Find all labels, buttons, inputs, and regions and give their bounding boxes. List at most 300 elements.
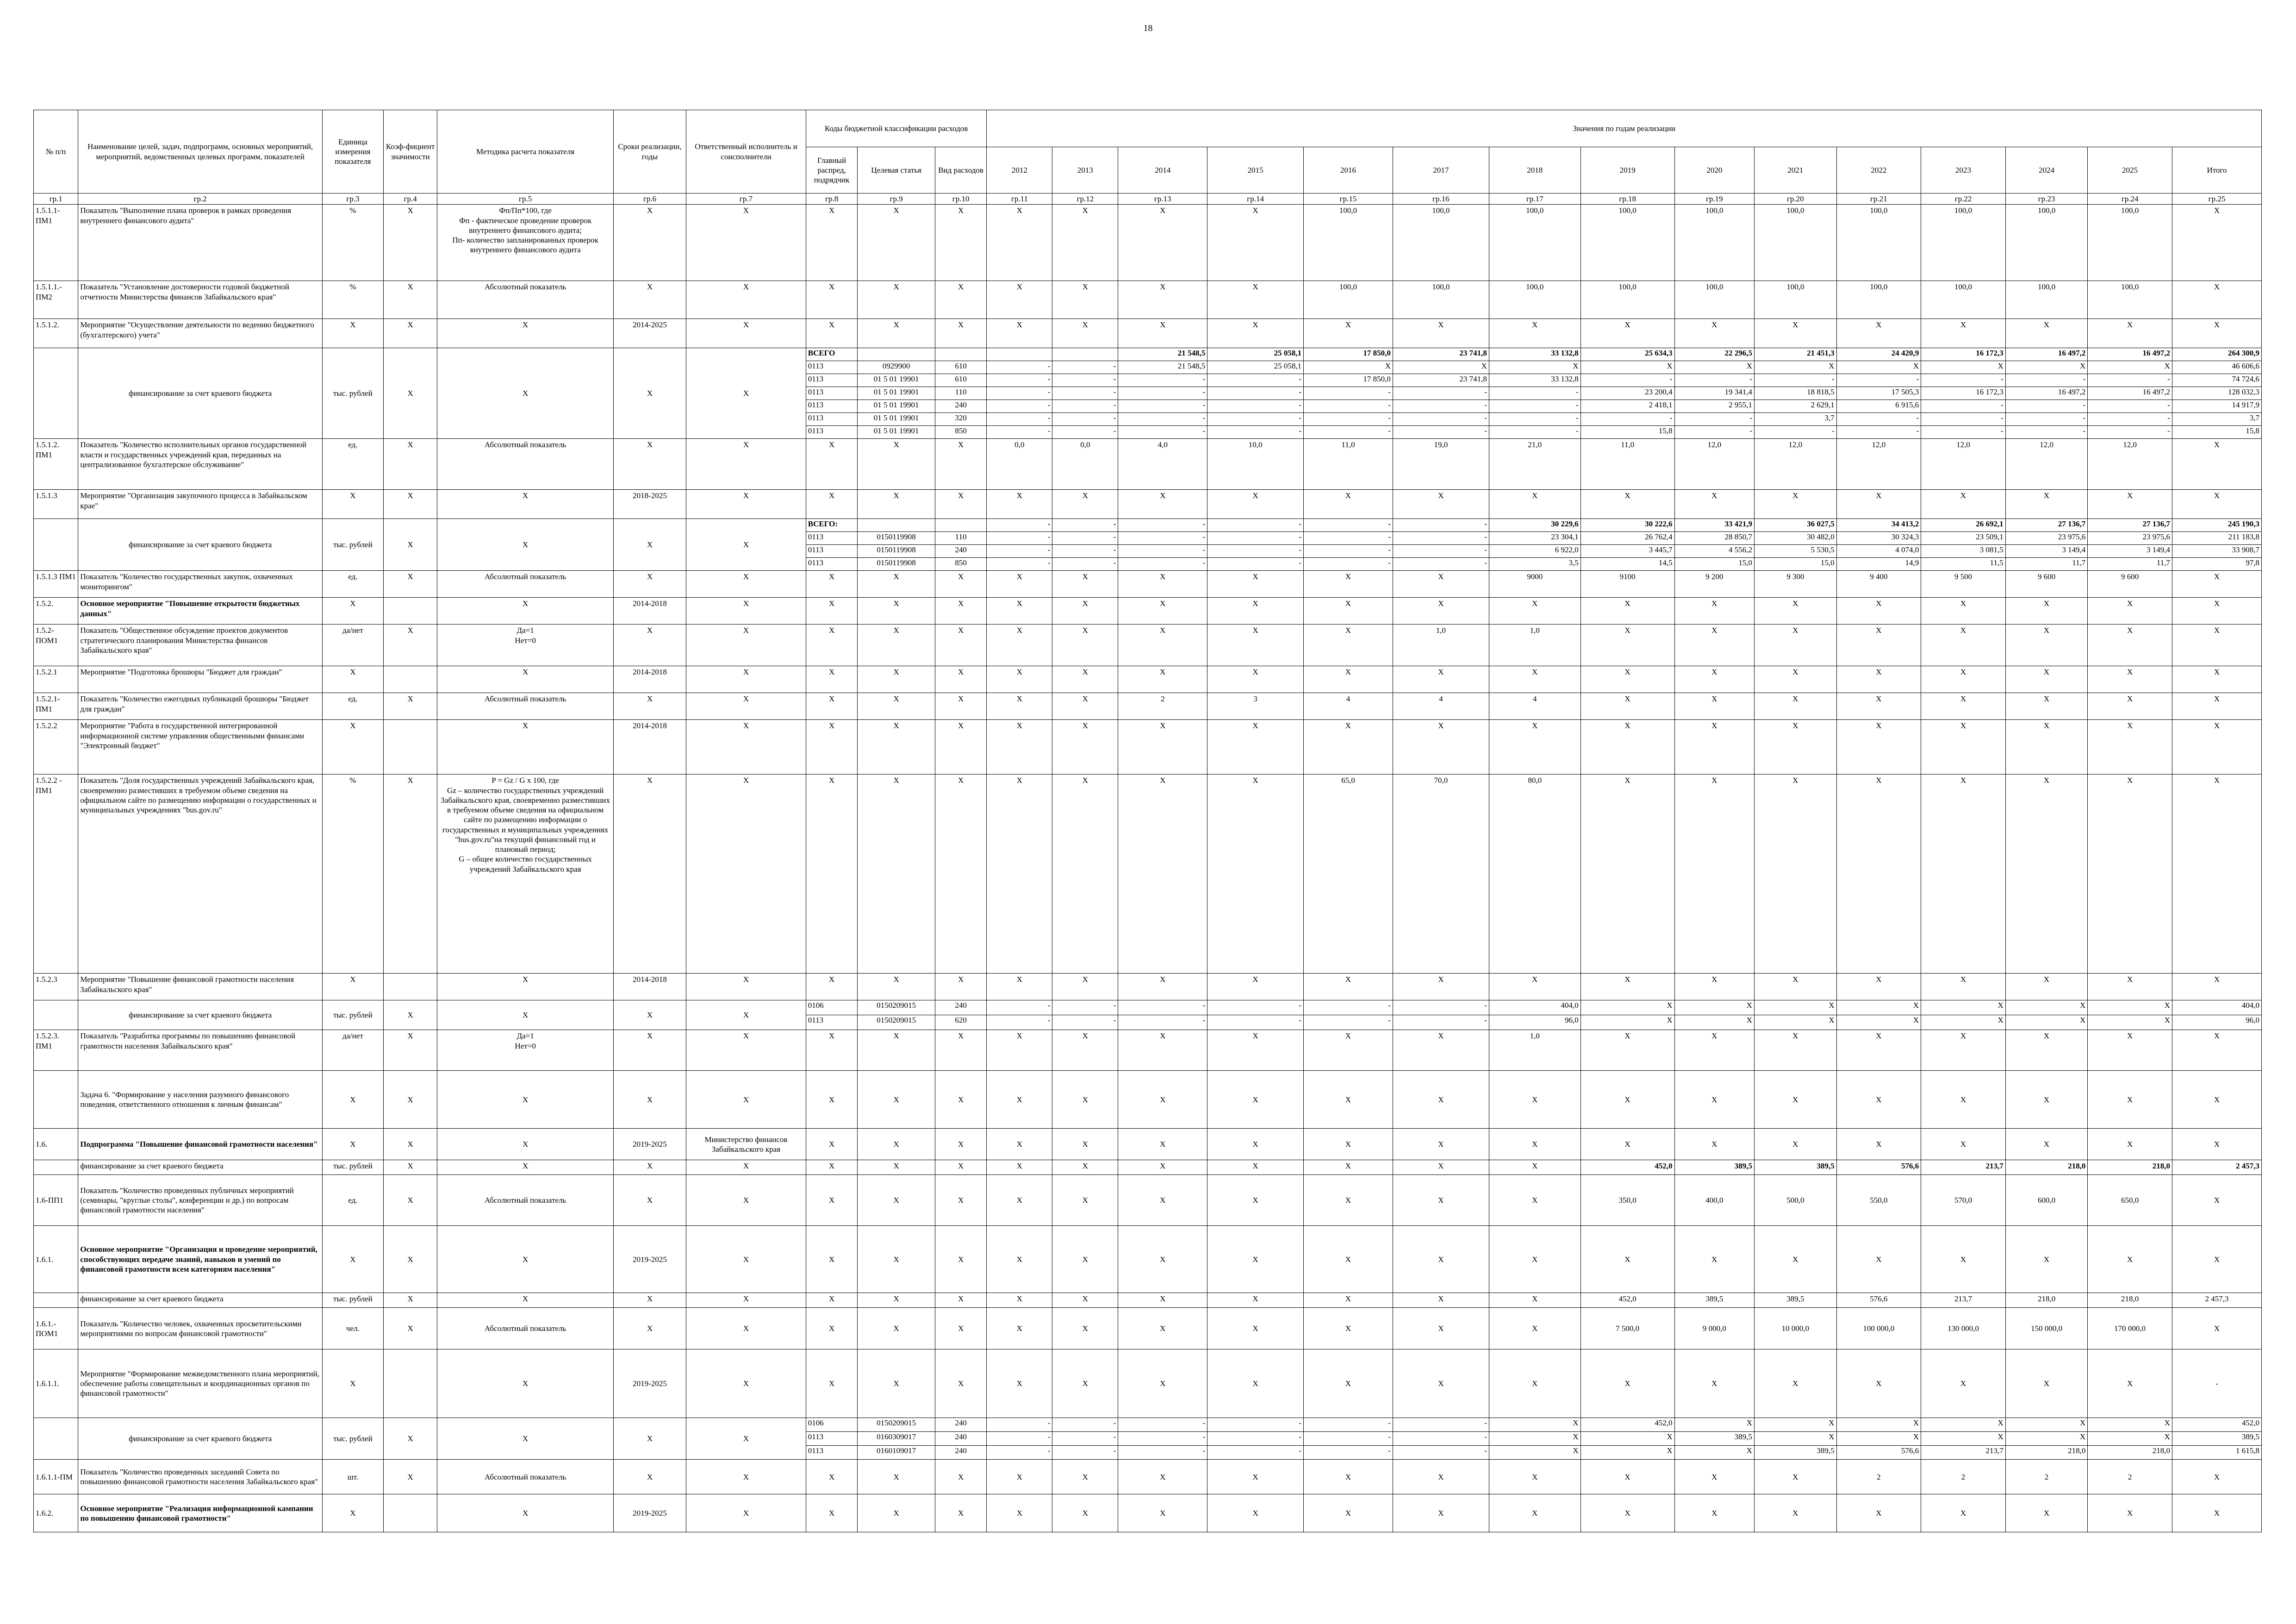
cell: X [1052, 666, 1118, 693]
cell: X [686, 1418, 806, 1460]
cell: X [1118, 720, 1207, 775]
cell: X [935, 1349, 987, 1418]
cell: - [1921, 374, 2006, 387]
cell: 17 505,3 [1836, 387, 1921, 400]
cell: 1,0 [1489, 625, 1580, 666]
cell: 3,7 [2172, 413, 2261, 426]
cell: 2 [1836, 1460, 1921, 1494]
cell: X [437, 1160, 613, 1175]
cell: X [806, 1460, 858, 1494]
cell: - [1207, 1015, 1304, 1030]
cell: X [1674, 1129, 1754, 1160]
cell: X [2172, 775, 2261, 974]
funding-unit: тыс. рублей [322, 519, 383, 571]
cell: X [1580, 1000, 1674, 1015]
cell: 100,0 [1393, 281, 1489, 319]
row-number: 1.6.1.1-ПМ [34, 1460, 78, 1494]
cell: X [1304, 720, 1393, 775]
cell: - [1921, 426, 2006, 439]
cell: X [1489, 598, 1580, 625]
cell: X [1674, 666, 1754, 693]
cell: 2 [1921, 1460, 2006, 1494]
cell: - [1207, 1418, 1304, 1432]
cell: X [1755, 598, 1837, 625]
cell: X [322, 598, 383, 625]
cell: X [686, 281, 806, 319]
table-row [34, 1418, 2262, 1432]
cell: - [1207, 400, 1304, 413]
cell: - [1052, 374, 1118, 387]
row-title: Показатель "Количество проведенных заседаний Совета по повышению финансовой грамотности населения Забайкальского края" [78, 1460, 323, 1494]
header-budget-group: Коды бюджетной классификации расходов [806, 110, 987, 147]
cell [858, 348, 935, 361]
cell: 100,0 [2088, 281, 2172, 319]
cell: X [1921, 693, 2006, 720]
cell: - [1393, 387, 1489, 400]
cell: 2 629,1 [1755, 400, 1837, 413]
cell: - [987, 1446, 1052, 1460]
cell: 27 136,7 [2088, 519, 2172, 532]
cell: 5 530,5 [1755, 545, 1837, 558]
cell: X [935, 1226, 987, 1293]
cell: X [1489, 1460, 1580, 1494]
cell: X [1118, 1071, 1207, 1129]
cell: X [437, 1071, 613, 1129]
cell: X [987, 571, 1052, 598]
header-year: 2017 [1393, 147, 1489, 194]
cell: - [1393, 426, 1489, 439]
table-row [34, 1460, 2262, 1494]
cell: - [1304, 413, 1393, 426]
cell: X [686, 1175, 806, 1226]
table-row [34, 205, 2262, 281]
column-index: гр.10 [935, 194, 987, 205]
cell: X [2005, 1030, 2088, 1071]
cell: X [686, 205, 806, 281]
cell: 218,0 [2005, 1160, 2088, 1175]
cell: 100,0 [1755, 281, 1837, 319]
cell: X [322, 1129, 383, 1160]
cell: X [1674, 1446, 1754, 1460]
cell: X [1207, 1293, 1304, 1308]
cell: X [1580, 974, 1674, 1000]
cell: 0929900 [858, 361, 935, 374]
cell: X [1580, 1494, 1674, 1532]
cell: 2 [1118, 693, 1207, 720]
header-year: 2012 [987, 147, 1052, 194]
cell: 576,6 [1836, 1160, 1921, 1175]
cell: - [1052, 545, 1118, 558]
row-number [34, 1071, 78, 1129]
cell [383, 974, 437, 1000]
column-index: гр.12 [1052, 194, 1118, 205]
cell: X [2005, 598, 2088, 625]
cell: X [1921, 1000, 2006, 1015]
cell: X [1207, 666, 1304, 693]
cell: X [1580, 490, 1674, 519]
cell: 850 [935, 426, 987, 439]
row-title: Показатель "Доля государственных учреждений Забайкальского края, своевременно разместивших в требуемом объеме сведения на официальном сайте по размещению информации о государственных и муниципальных учреждениях "bus.gov.ru" [78, 775, 323, 974]
funding-unit: тыс. рублей [322, 348, 383, 439]
cell: 27 136,7 [2005, 519, 2088, 532]
cell: - [2088, 400, 2172, 413]
cell: X [1836, 1494, 1921, 1532]
cell: - [1304, 1446, 1393, 1460]
cell: X [935, 720, 987, 775]
cell: - [1207, 545, 1304, 558]
row-number: 1.6.1. [34, 1226, 78, 1293]
cell: 21 548,5 [1118, 361, 1207, 374]
cell: % [322, 281, 383, 319]
row-number: 1.5.2.3 [34, 974, 78, 1000]
cell: X [686, 1226, 806, 1293]
table-row [34, 490, 2262, 519]
cell: X [1207, 205, 1304, 281]
cell: X [322, 666, 383, 693]
cell: - [1393, 1446, 1489, 1460]
cell: 0150209015 [858, 1000, 935, 1015]
cell: 0,0 [1052, 439, 1118, 490]
cell: X [1052, 1175, 1118, 1226]
cell: 0150119908 [858, 558, 935, 571]
row-number: 1.5.2.3. ПМ1 [34, 1030, 78, 1071]
cell: X [686, 693, 806, 720]
column-index: гр.6 [613, 194, 686, 205]
cell: 25 634,3 [1580, 348, 1674, 361]
cell: X [1052, 1071, 1118, 1129]
cell: - [987, 413, 1052, 426]
cell: X [2088, 1129, 2172, 1160]
cell: X [686, 1494, 806, 1532]
cell: 30 482,0 [1755, 532, 1837, 545]
cell: 6 915,6 [1836, 400, 1921, 413]
cell: X [987, 1494, 1052, 1532]
cell [987, 348, 1052, 361]
cell: X [437, 1349, 613, 1418]
cell: 240 [935, 400, 987, 413]
cell: X [987, 1175, 1052, 1226]
header-col8: Главный распред, подрядчик [806, 147, 858, 194]
cell: - [1207, 1432, 1304, 1446]
cell: X [806, 205, 858, 281]
cell: 16 497,2 [2005, 348, 2088, 361]
cell [383, 720, 437, 775]
cell: Да=1 Нет=0 [437, 625, 613, 666]
cell: X [2088, 1349, 2172, 1418]
column-index: гр.4 [383, 194, 437, 205]
cell: X [2005, 1071, 2088, 1129]
row-number: 1.6.2. [34, 1494, 78, 1532]
cell: X [383, 319, 437, 348]
cell: - [1674, 426, 1754, 439]
cell: X [1489, 1432, 1580, 1446]
cell: X [1580, 625, 1674, 666]
cell: X [322, 720, 383, 775]
column-index: гр.14 [1207, 194, 1304, 205]
cell: X [1836, 693, 1921, 720]
cell: X [858, 319, 935, 348]
cell: - [1052, 413, 1118, 426]
cell: - [1921, 413, 2006, 426]
cell: 4,0 [1118, 439, 1207, 490]
cell: X [806, 1293, 858, 1308]
cell: X [1118, 775, 1207, 974]
column-index-row [34, 194, 2262, 205]
cell: 34 413,2 [1836, 519, 1921, 532]
cell: Абсолютный показатель [437, 281, 613, 319]
cell: 21,0 [1489, 439, 1580, 490]
cell: 150 000,0 [2005, 1308, 2088, 1349]
header-col10: Вид расходов [935, 147, 987, 194]
table-row [34, 1175, 2262, 1226]
cell: 15,0 [1674, 558, 1754, 571]
cell: X [1921, 598, 2006, 625]
header-col9: Целевая статья [858, 147, 935, 194]
cell: X [322, 1494, 383, 1532]
cell: X [987, 974, 1052, 1000]
row-number: 1.5.1.3 ПМ1 [34, 571, 78, 598]
cell: 33 421,9 [1674, 519, 1754, 532]
cell: X [437, 720, 613, 775]
cell: X [1304, 1293, 1393, 1308]
cell: 100,0 [1836, 205, 1921, 281]
cell: X [806, 1071, 858, 1129]
cell: X [806, 1175, 858, 1226]
cell: - [1304, 426, 1393, 439]
column-index: гр.22 [1921, 194, 2006, 205]
cell: 26 692,1 [1921, 519, 2006, 532]
row-number: 1.6-ПП1 [34, 1175, 78, 1226]
cell: - [2088, 374, 2172, 387]
cell: X [2088, 666, 2172, 693]
cell: X [1393, 1494, 1489, 1532]
cell: - [1393, 545, 1489, 558]
cell: X [1755, 1071, 1837, 1129]
cell: 11,0 [1304, 439, 1393, 490]
cell: X [935, 1293, 987, 1308]
cell: - [987, 532, 1052, 545]
cell: 240 [935, 1446, 987, 1460]
cell: - [987, 1000, 1052, 1015]
cell: X [686, 1030, 806, 1071]
cell: X [686, 1308, 806, 1349]
cell: X [1207, 974, 1304, 1000]
cell: - [1304, 558, 1393, 571]
cell: 2014-2018 [613, 598, 686, 625]
cell: X [383, 1293, 437, 1308]
cell: X [935, 1160, 987, 1175]
cell: 23 975,6 [2088, 532, 2172, 545]
cell: 100 000,0 [1836, 1308, 1921, 1349]
cell: - [1921, 400, 2006, 413]
cell: X [1118, 1293, 1207, 1308]
cell: X [935, 490, 987, 519]
cell: - [1580, 374, 1674, 387]
cell: 218,0 [2005, 1446, 2088, 1460]
cell: X [1921, 1030, 2006, 1071]
table-row [34, 775, 2262, 974]
cell: X [1393, 598, 1489, 625]
cell: X [858, 490, 935, 519]
cell: 4 074,0 [1836, 545, 1921, 558]
cell: X [987, 1160, 1052, 1175]
cell: X [987, 625, 1052, 666]
header-col3: Единица измерения показателя [322, 110, 383, 194]
cell: 576,6 [1836, 1293, 1921, 1308]
column-index: гр.9 [858, 194, 935, 205]
cell: 400,0 [1674, 1175, 1754, 1226]
cell: X [2005, 1000, 2088, 1015]
cell: 110 [935, 532, 987, 545]
cell: X [806, 281, 858, 319]
table-row [34, 319, 2262, 348]
cell: 452,0 [1580, 1160, 1674, 1175]
cell: - [1836, 426, 1921, 439]
cell: - [1052, 519, 1118, 532]
cell: X [1052, 625, 1118, 666]
cell: ВСЕГО: [806, 519, 858, 532]
cell: 01 5 01 19901 [858, 426, 935, 439]
cell: X [1207, 281, 1304, 319]
cell: 10,0 [1207, 439, 1304, 490]
cell: X [686, 775, 806, 974]
cell: X [2005, 693, 2088, 720]
cell: X [383, 1460, 437, 1494]
cell: X [1580, 598, 1674, 625]
header-col5: Методика расчета показателя [437, 110, 613, 194]
cell: X [1393, 1129, 1489, 1160]
row-number: 1.5.2.2 [34, 720, 78, 775]
table-header [34, 110, 2262, 194]
cell: X [322, 490, 383, 519]
cell: X [1207, 1160, 1304, 1175]
cell: X [1052, 1308, 1118, 1349]
cell: X [1836, 1030, 1921, 1071]
cell: X [1755, 1494, 1837, 1532]
header-year: 2023 [1921, 147, 2006, 194]
cell: X [1921, 319, 2006, 348]
cell: 3,7 [1755, 413, 1837, 426]
cell: X [1118, 1226, 1207, 1293]
cell: X [1393, 1030, 1489, 1071]
cell: X [1755, 775, 1837, 974]
cell: X [806, 1226, 858, 1293]
cell: 100,0 [1580, 205, 1674, 281]
cell: X [858, 625, 935, 666]
cell: X [1755, 490, 1837, 519]
cell: 36 027,5 [1755, 519, 1837, 532]
cell: X [1921, 1071, 2006, 1129]
cell: Абсолютный показатель [437, 693, 613, 720]
cell: X [1489, 1446, 1580, 1460]
cell: X [1836, 1226, 1921, 1293]
cell: 100,0 [1921, 205, 2006, 281]
cell: - [1052, 532, 1118, 545]
cell: - [1836, 413, 1921, 426]
page-number: 18 [1143, 23, 1153, 33]
cell: Абсолютный показатель [437, 439, 613, 490]
cell: X [1118, 281, 1207, 319]
cell: X [935, 1129, 987, 1160]
table-row [34, 1349, 2262, 1418]
cell: X [322, 1226, 383, 1293]
cell: 610 [935, 374, 987, 387]
header-col1: № п/п [34, 110, 78, 194]
cell: 9 600 [2088, 571, 2172, 598]
cell: X [987, 1071, 1052, 1129]
cell: - [987, 361, 1052, 374]
cell: X [2088, 319, 2172, 348]
cell: X [935, 625, 987, 666]
cell: X [613, 1000, 686, 1030]
table-row [34, 598, 2262, 625]
cell: X [383, 519, 437, 571]
cell: - [1393, 400, 1489, 413]
cell: 25 058,1 [1207, 348, 1304, 361]
cell: X [2005, 1129, 2088, 1160]
table-row [34, 1226, 2262, 1293]
cell: чел. [322, 1308, 383, 1349]
cell: X [1207, 319, 1304, 348]
table-row [34, 519, 2262, 532]
table-row [34, 1160, 2262, 1175]
cell: X [806, 598, 858, 625]
row-title: Мероприятие "Осуществление деятельности по ведению бюджетного (бухгалтерского) учета" [78, 319, 323, 348]
cell: 389,5 [1674, 1293, 1754, 1308]
cell: 0113 [806, 1432, 858, 1446]
cell: X [1674, 361, 1754, 374]
row-title: Мероприятие "Работа в государственной интегрированной информационной системе управления общественными финансами "Электронный бюджет" [78, 720, 323, 775]
cell: X [1755, 319, 1837, 348]
header-year: 2021 [1755, 147, 1837, 194]
cell: X [935, 974, 987, 1000]
header-year: 2014 [1118, 147, 1207, 194]
cell: ед. [322, 439, 383, 490]
funding-unit: тыс. рублей [322, 1418, 383, 1460]
row-number: 1.5.2-ПОМ1 [34, 625, 78, 666]
cell: X [1921, 974, 2006, 1000]
cell [935, 519, 987, 532]
cell: X [686, 348, 806, 439]
cell: Абсолютный показатель [437, 1308, 613, 1349]
column-index: гр.17 [1489, 194, 1580, 205]
cell: X [1580, 1432, 1674, 1446]
cell: 30 229,6 [1489, 519, 1580, 532]
cell: X [1836, 974, 1921, 1000]
cell: X [987, 720, 1052, 775]
cell: 16 497,2 [2088, 387, 2172, 400]
cell [383, 666, 437, 693]
cell: X [1393, 1460, 1489, 1494]
cell: X [1489, 974, 1580, 1000]
cell: - [1207, 519, 1304, 532]
cell: X [613, 205, 686, 281]
cell [935, 348, 987, 361]
cell: 2014-2018 [613, 666, 686, 693]
cell: - [2088, 426, 2172, 439]
row-number: 1.5.2.2 - ПМ1 [34, 775, 78, 974]
cell: X [2005, 775, 2088, 974]
cell: 240 [935, 1418, 987, 1432]
cell: - [1118, 413, 1207, 426]
cell: X [1489, 1349, 1580, 1418]
cell: 4 [1393, 693, 1489, 720]
cell: X [935, 666, 987, 693]
cell: X [987, 1308, 1052, 1349]
cell: 2 457,3 [2172, 1293, 2261, 1308]
cell: - [1393, 1015, 1489, 1030]
cell: 0113 [806, 374, 858, 387]
